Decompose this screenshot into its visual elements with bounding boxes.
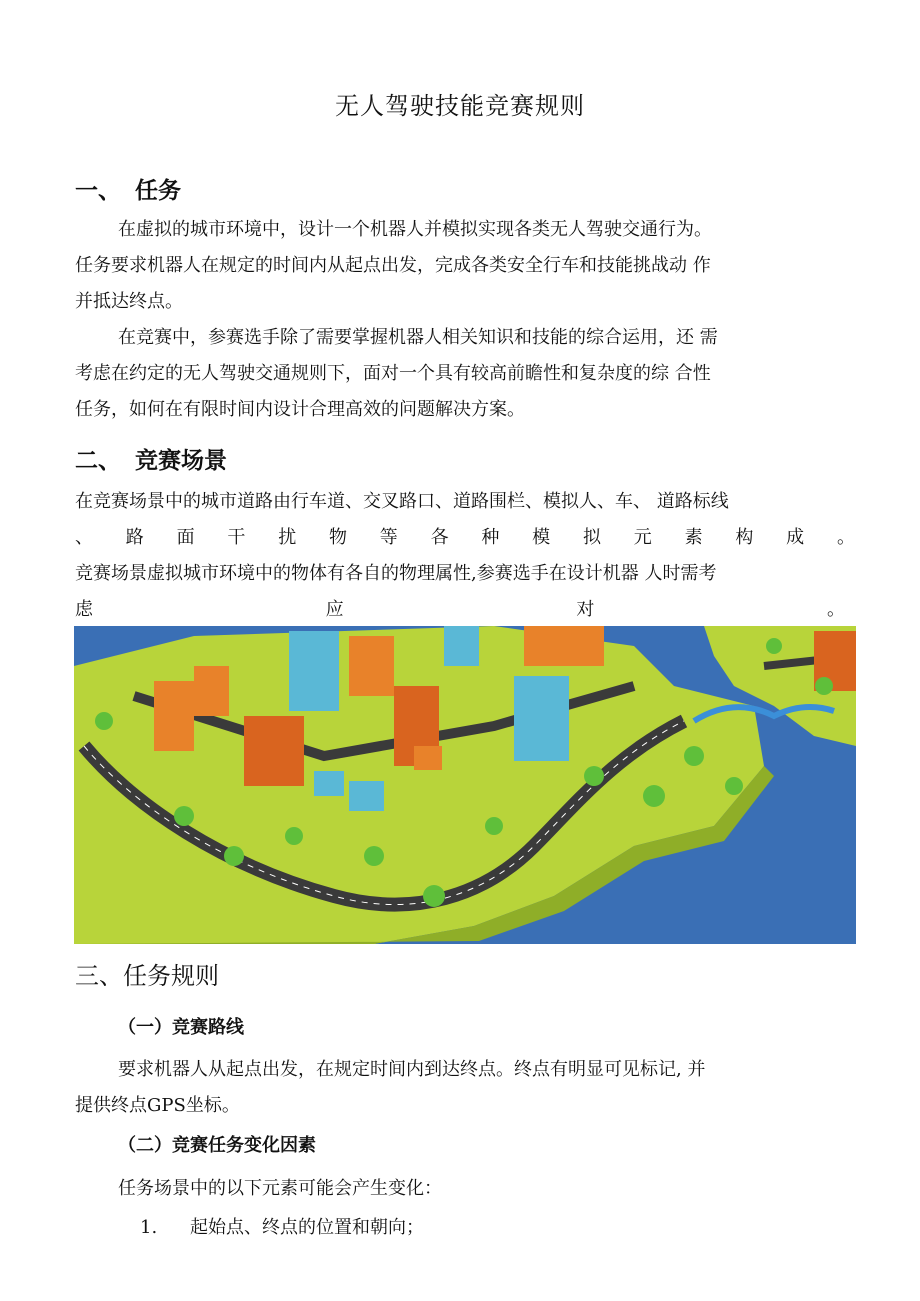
section-number: 一、 bbox=[75, 178, 121, 204]
char: 对 bbox=[576, 599, 595, 620]
char: 素 bbox=[684, 527, 703, 548]
char: 、 bbox=[75, 527, 93, 548]
char: 应 bbox=[325, 599, 344, 620]
list-number: 1. bbox=[140, 1217, 158, 1238]
page-title: 无人驾驶技能竞赛规则 bbox=[335, 92, 585, 120]
char: 。 bbox=[836, 527, 855, 548]
section-title: 任务 bbox=[135, 178, 181, 204]
section-number: 二、 bbox=[75, 448, 121, 474]
paragraph-line: 竞赛场景虚拟城市环境中的物体有各自的物理属性,参赛选手在设计机器 人时需考 bbox=[75, 563, 717, 584]
char: 面 bbox=[176, 527, 195, 548]
paragraph-line: 在虚拟的城市环境中，设计一个机器人并模拟实现各类无人驾驶交通行为。 bbox=[118, 219, 712, 240]
subsection-heading-route: （一）竞赛路线 bbox=[118, 1017, 244, 1038]
paragraph-variables-intro bbox=[75, 1171, 855, 1207]
char: 各 bbox=[430, 527, 449, 548]
paragraph-line: 任务，如何在有限时间内设计合理高效的问题解决方案。 bbox=[75, 399, 525, 420]
city-scene-illustration bbox=[74, 626, 856, 944]
char: 成 bbox=[786, 527, 805, 548]
char: 物 bbox=[328, 527, 347, 548]
char: 模 bbox=[532, 527, 551, 548]
char: 等 bbox=[379, 527, 398, 548]
char: 路 bbox=[125, 527, 144, 548]
paragraph-competition-description bbox=[75, 320, 855, 428]
paragraph-line: 任务要求机器人在规定的时间内从起点出发，完成各类安全行车和技能挑战动 作 bbox=[75, 255, 711, 276]
justified-line bbox=[75, 520, 855, 556]
paragraph-line: 在竞赛场景中的城市道路由行车道、交叉路口、道路围栏、模拟人、车、 道路标线 bbox=[75, 491, 729, 512]
subsection-heading-variables: （二）竞赛任务变化因素 bbox=[118, 1135, 316, 1156]
section-heading-tasks bbox=[75, 172, 181, 205]
char: 元 bbox=[633, 527, 652, 548]
char: 构 bbox=[735, 527, 754, 548]
paragraph-line: 要求机器人从起点出发，在规定时间内到达终点。终点有明显可见标记, 并 bbox=[118, 1059, 706, 1080]
char: 种 bbox=[481, 527, 500, 548]
paragraph-line: 在竞赛中，参赛选手除了需要掌握机器人相关知识和技能的综合运用，还 需 bbox=[118, 327, 718, 348]
section-title: 竞赛场景 bbox=[135, 448, 227, 474]
section-heading-rules bbox=[75, 956, 219, 991]
paragraph-line: 并抵达终点。 bbox=[75, 291, 183, 312]
paragraph-line: 提供终点GPS坐标。 bbox=[75, 1095, 240, 1116]
justified-line bbox=[75, 592, 855, 628]
char: 扰 bbox=[278, 527, 297, 548]
paragraph-line: 考虑在约定的无人驾驶交通规则下，面对一个具有较高前瞻性和复杂度的综 合性 bbox=[75, 363, 711, 384]
section-heading-scene bbox=[75, 442, 227, 475]
paragraph-scene-description bbox=[75, 484, 855, 628]
paragraph-line: 任务场景中的以下元素可能会产生变化： bbox=[118, 1178, 442, 1199]
list-item bbox=[140, 1213, 424, 1239]
section-title: 任务规则 bbox=[123, 962, 219, 990]
char: 虑 bbox=[75, 599, 93, 620]
char: 拟 bbox=[582, 527, 601, 548]
char: 。 bbox=[826, 599, 845, 620]
list-text: 起始点、终点的位置和朝向； bbox=[190, 1217, 424, 1238]
paragraph-route bbox=[75, 1052, 855, 1124]
paragraph-task-description bbox=[75, 212, 855, 320]
char: 干 bbox=[227, 527, 246, 548]
section-number: 三、 bbox=[75, 962, 123, 990]
